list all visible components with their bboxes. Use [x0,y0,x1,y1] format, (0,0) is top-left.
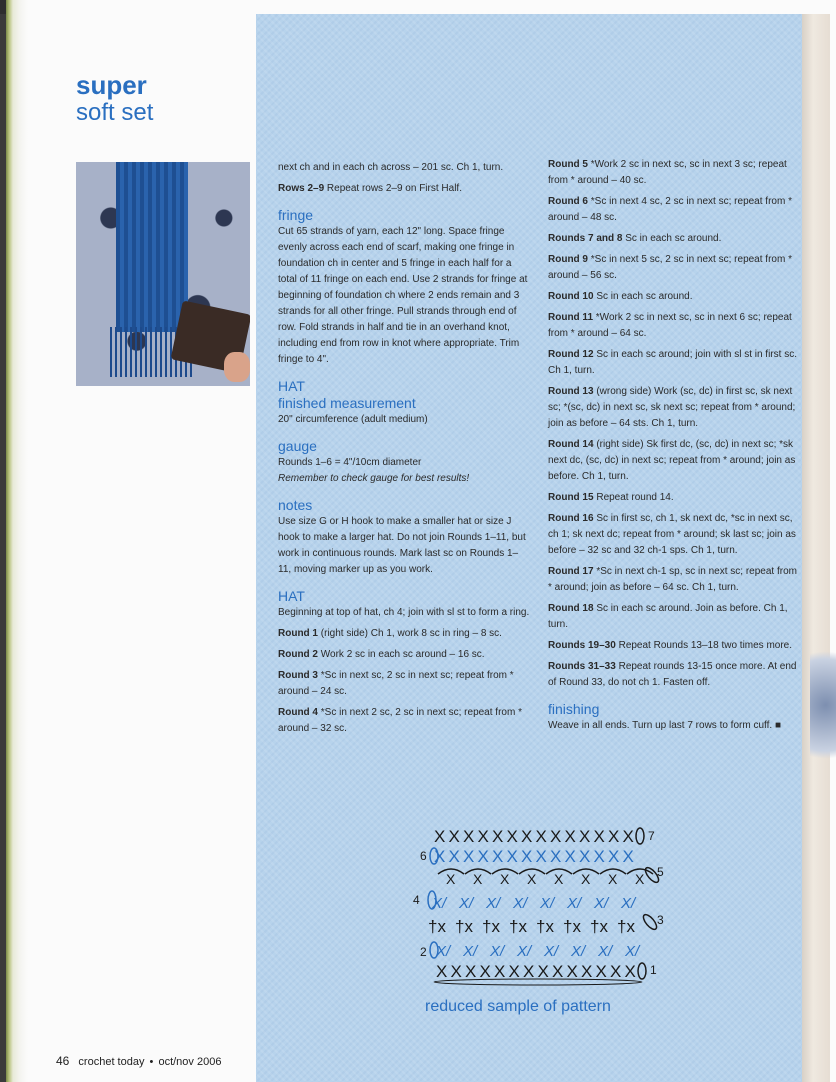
sc-dc-row-2: X/ [517,943,532,960]
dc-sc-row-3: †x [509,917,527,936]
row-number-6: 6 [420,849,427,863]
title-line-1: super [76,70,147,100]
round-text: Sc in each sc around. Join as before. Ch 1, turn. [548,603,788,630]
sc-stitch-row-7: X [463,827,475,846]
sc-stitch-row-7: X [477,827,489,846]
round-label: Round 5 [548,159,588,170]
round-item [548,511,800,559]
dc-sc-row-3: †x [617,917,635,936]
round-item [278,647,530,663]
sc-stitch-row-1: X [465,962,477,981]
round-text: (right side) Ch 1, work 8 sc in ring – 8 sc. [318,628,502,639]
sc-stitch-row-6: X [477,847,489,866]
fringe-text: Cut 65 strands of yarn, each 12" long. Space fringe evenly across each end of scarf, making one fringe in foundation ch in center and 5 fringe in each half for a total of 11 fringe on each end. Use 2 strands for fringe at beginning of foundation ch where 2 ends remain and 3 strands for all other fringe. Pull strands through end of row. Fold strands in half and tie in an overhand knot, including end from row in knot where appropriate. Trim fringe to 4". [278,226,528,365]
gauge-text: Rounds 1–6 = 4"/10cm diameter [278,457,422,468]
sc-dc-row-4: X/ [594,895,609,912]
sc-stitch-row-6: X [492,847,504,866]
row-text: Repeat rows 2–9 on First Half. [324,183,462,194]
sc-dc-row-2: X/ [544,943,559,960]
round-text: Repeat round 14. [593,492,674,503]
round-label: Round 2 [278,649,318,660]
notes-heading: notes [278,497,313,513]
round-text: *Sc in next sc, 2 sc in next sc; repeat from * around – 24 sc. [278,670,514,697]
sc-stitch-row-7: X [434,827,446,846]
sc-dc-row-2: X/ [490,943,505,960]
sc-dc-row-2: X/ [463,943,478,960]
gauge-heading: gauge [278,438,317,454]
sc-stitch-row-6: X [622,847,634,866]
round-item [548,384,800,432]
round-text: Repeat Rounds 13–18 two times more. [615,640,793,651]
round-item [548,601,800,633]
round-label: Round 18 [548,603,594,614]
round-item [548,231,800,247]
sc-stitch-row-7: X [579,827,591,846]
round-label: Round 12 [548,349,594,360]
sc-dc-row-2: X/ [436,943,451,960]
round-text: Sc in each sc around. [593,291,693,302]
round-label: Rounds 31–33 [548,661,616,672]
round-label: Round 10 [548,291,594,302]
round-label: Round 15 [548,492,594,503]
sc-stitch-row-7: X [550,827,562,846]
measurement-text: 20" circumference (adult medium) [278,414,428,425]
sc-stitch-row-6: X [506,847,518,866]
sc-stitch-row-1: X [523,962,535,981]
dc-sc-row-3: †x [536,917,554,936]
round-text: *Sc in next ch-1 sp, sc in next sc; repeat from * around; join as before – 64 sc. Ch 1, turn. [548,566,797,593]
round-label: Round 9 [548,254,588,265]
sc-stitch-row-1: X [581,962,593,981]
sc-stitch-row-6: X [448,847,460,866]
round-label: Round 3 [278,670,318,681]
round-text: Sc in each sc around; join with sl st in first sc. Ch 1, turn. [548,349,797,376]
round-text: *Work 2 sc in next sc, sc in next 3 sc; repeat from * around – 40 sc. [548,159,787,186]
magazine-name: crochet today [78,1056,145,1068]
sc-dc-row-4: X/ [459,895,474,912]
sc-stitch-row-6: X [608,847,620,866]
sc-stitch-row-7: X [535,827,547,846]
fringe-heading: fringe [278,207,314,223]
gauge-note-text: Remember to check gauge for best results! [278,473,470,484]
sc-stitch-row-1: X [494,962,506,981]
round-item [548,194,800,226]
diagram-caption: reduced sample of pattern [425,998,611,1015]
sc-dc-row-4: X/ [513,895,528,912]
round-text: *Sc in next 2 sc, 2 sc in next sc; repeat from * around – 32 sc. [278,707,522,734]
turning-chain-row-7 [636,828,644,844]
stitch-diagram [410,820,680,990]
sc-stitch-row-1: X [566,962,578,981]
sc-stitch-row-5: X [554,871,564,887]
sc-stitch-row-5: X [473,871,483,887]
dc-sc-row-3: †x [482,917,500,936]
article-title [76,72,153,125]
round-text: Sc in first sc, ch 1, sk next dc, *sc in next sc, ch 1; sk next dc; repeat from * around; sk last sc; join as before – 32 sc and 32 ch-1 sps. Ch 1, turn. [548,513,796,556]
round-item [548,252,800,284]
sc-dc-row-4: X/ [486,895,501,912]
sc-stitch-row-6: X [564,847,576,866]
sc-dc-row-2: X/ [598,943,613,960]
sc-stitch-row-1: X [436,962,448,981]
row-number-1: 1 [650,963,657,977]
round-text: *Sc in next 4 sc, 2 sc in next sc; repeat from * around – 48 sc. [548,196,792,223]
sc-stitch-row-1: X [450,962,462,981]
title-line-2: soft set [76,99,154,126]
sc-stitch-row-6: X [434,847,446,866]
round-label: Round 1 [278,628,318,639]
dc-sc-row-3: †x [563,917,581,936]
row-number-4: 4 [413,893,420,907]
round-item [548,490,800,506]
hat-instructions-heading: HAT [278,588,305,604]
round-item [548,289,800,305]
sc-stitch-row-6: X [579,847,591,866]
round-item [548,347,800,379]
sc-stitch-row-7: X [506,827,518,846]
sc-stitch-row-1: X [537,962,549,981]
diagram-marks [428,827,661,985]
sc-stitch-row-7: X [608,827,620,846]
page-number: 46 [56,1054,70,1068]
sc-stitch-row-7: X [564,827,576,846]
sc-stitch-row-1: X [610,962,622,981]
sc-stitch-row-7: X [521,827,533,846]
sc-stitch-row-6: X [521,847,533,866]
round-text: Sc in each sc around. [622,233,722,244]
page-footer [56,1054,221,1068]
round-item [548,659,800,691]
sc-stitch-row-5: X [446,871,456,887]
round-label: Round 14 [548,439,594,450]
sc-stitch-row-5: X [608,871,618,887]
round-text: *Sc in next 5 sc, 2 sc in next sc; repeat from * around – 56 sc. [548,254,792,281]
scarf-image [116,162,188,332]
row-number-7: 7 [648,829,655,843]
round-label: Round 6 [548,196,588,207]
sc-stitch-row-1: X [595,962,607,981]
round-label: Round 4 [278,707,318,718]
round-text: *Work 2 sc in next sc, sc in next 6 sc; repeat from * around – 64 sc. [548,312,792,339]
row-number-3: 3 [657,913,664,927]
round-label: Round 16 [548,513,594,524]
round-item [548,157,800,189]
instructions-column-1 [278,160,530,742]
hand-image [224,352,250,382]
sc-stitch-row-1: X [508,962,520,981]
round-item [278,626,530,642]
sc-dc-row-4: X/ [540,895,555,912]
round-item [548,437,800,485]
gauge-note [278,471,530,487]
round-label: Round 17 [548,566,594,577]
finishing-text: Weave in all ends. Turn up last 7 rows to form cuff. ■ [548,720,781,731]
round-item [278,668,530,700]
sc-stitch-row-6: X [550,847,562,866]
sc-stitch-row-7: X [492,827,504,846]
next-page-image-edge [810,630,836,780]
sc-stitch-row-6: X [463,847,475,866]
sc-stitch-row-7: X [593,827,605,846]
issue-date: oct/nov 2006 [158,1056,222,1068]
turning-chain-row-1 [638,963,646,979]
row-number-5: 5 [657,865,664,879]
round-text: (wrong side) Work (sc, dc) in first sc, sk next sc; *(sc, dc) in next sc, sk next sc; repeat from * around; join as before – 64 sts. Ch 1, turn. [548,386,796,429]
sc-stitch-row-6: X [535,847,547,866]
sc-stitch-row-5: X [635,871,645,887]
sc-stitch-row-5: X [581,871,591,887]
sc-stitch-row-5: X [527,871,537,887]
round-label: Round 13 [548,386,594,397]
dc-sc-row-3: †x [590,917,608,936]
round-item [548,638,800,654]
measurement-heading: finished measurement [278,395,416,411]
sc-dc-row-4: X/ [567,895,582,912]
paragraph: next ch and in each ch across – 201 sc. Ch 1, turn. [278,162,504,173]
sc-stitch-row-1: X [479,962,491,981]
footer-bullet: • [149,1056,154,1068]
paragraph [278,181,530,197]
sc-stitch-row-1: X [624,962,636,981]
round-label: Round 11 [548,312,594,323]
sc-dc-row-4: X/ [621,895,636,912]
sc-dc-row-4: X/ [432,895,447,912]
next-page-edge [802,14,830,1082]
round-label: Rounds 7 and 8 [548,233,623,244]
sc-dc-row-2: X/ [571,943,586,960]
notes-text: Use size G or H hook to make a smaller hat or size J hook to make a larger hat. Do not join Rounds 1–11, but work in continuous rounds. Mark last sc on Rounds 1–11, moving marker up as you work. [278,516,526,575]
sc-dc-row-2: X/ [625,943,640,960]
round-label: Rounds 19–30 [548,640,616,651]
sc-stitch-row-7: X [622,827,634,846]
round-text: (right side) Sk first dc, (sc, dc) in next sc; *sk next dc, (sc, dc) in next sc; repeat from * around; join as before. Ch 1, turn. [548,439,796,482]
round-item [548,310,800,342]
row-number-2: 2 [420,945,427,959]
round-item [278,705,530,737]
sc-stitch-row-5: X [500,871,510,887]
finishing-heading: finishing [548,701,600,717]
row-label: Rows 2–9 [278,183,325,194]
round-item [548,564,800,596]
scarf-photo [76,162,250,386]
sc-stitch-row-1: X [552,962,564,981]
round-text: Work 2 sc in each sc around – 16 sc. [318,649,485,660]
sc-stitch-row-7: X [448,827,460,846]
hat-heading: HAT [278,378,305,394]
round-text: Repeat rounds 13-15 once more. At end of Round 33, do not ch 1. Fasten off. [548,661,797,688]
page-spine [6,0,28,1082]
sc-stitch-row-6: X [593,847,605,866]
dc-sc-row-3: †x [428,917,446,936]
instructions-column-2 [548,157,800,739]
hat-intro-text: Beginning at top of hat, ch 4; join with sl st to form a ring. [278,607,530,618]
dc-sc-row-3: †x [455,917,473,936]
